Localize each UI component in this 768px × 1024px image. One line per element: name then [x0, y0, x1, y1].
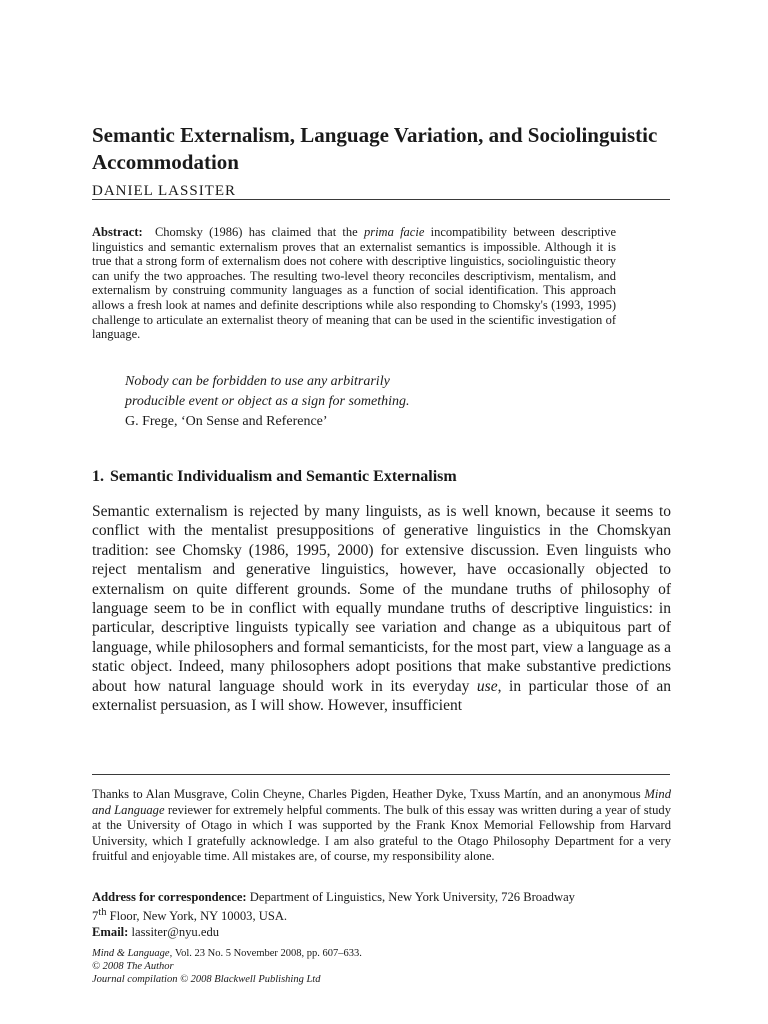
correspondence-block: [92, 889, 682, 940]
email-label: Email:: [92, 925, 129, 940]
abstract-text-2: incompatibility between descriptive linguistics and semantic externalism proves that an externalist semantics is impossible. Although it is true that a strong form of externalism does not cohere with descriptive linguistics, sociolinguistic theory can unify the two approaches. The resulting two-level theory reconciles descriptivism, mentalism, and externalism by construing community languages as a function of social identification. This approach allows a fresh look at names and definite descriptions while also responding to Chomsky's (1993, 1995) challenge to articulate an externalist theory of meaning that can be used in the scientific investigation of language.: [92, 225, 617, 342]
floor-number: 7: [92, 909, 99, 924]
footnote-emphasis: Mind and Language: [92, 787, 671, 817]
footnote-text-2: reviewer for extremely helpful comments. The bulk of this essay was written during a year of study at the University of Otago in which I was supported by the Frank Knox Memorial Fellowship from Harvard University, which I gratefully acknowledge. I am also grateful to the Otago Philosophy Department for a very fruitful and enjoyable time. All mistakes are, of course, my responsibility alone.: [92, 802, 671, 864]
correspondence-line-3: [92, 924, 682, 940]
body-text-2: , in particular those of an externalist persuasion, as I will show. However, insufficient: [92, 677, 672, 715]
correspondence-line-2: [92, 905, 682, 924]
section-heading: [92, 466, 457, 488]
correspondence-address-1: Department of Linguistics, New York University, 726 Broadway: [249, 890, 575, 904]
correspondence-label: Address for correspondence:: [92, 890, 247, 904]
abstract: [92, 225, 616, 342]
section-number: 1.: [92, 468, 104, 485]
correspondence-line-1: [92, 889, 682, 905]
journal-compilation: Journal compilation © 2008 Blackwell Publishing Ltd: [92, 974, 321, 985]
section-title: Semantic Individualism and Semantic Externalism: [110, 468, 457, 485]
abstract-emphasis: prima facie: [363, 225, 425, 239]
abstract-text-1: Chomsky (1986) has claimed that the: [154, 225, 358, 239]
article-title: Semantic Externalism, Language Variation, and Sociolinguistic Accommodation: [92, 123, 658, 174]
acknowledgement-footnote: [92, 787, 671, 865]
email-address[interactable]: lassiter@nyu.edu: [131, 925, 220, 940]
epigraph-line-1: Nobody can be forbidden to use any arbitrarily: [125, 374, 390, 389]
body-text-1: Semantic externalism is rejected by many linguists, as is well known, because it seems to conflict with the mentalist presuppositions of generative linguistics in the Chomskyan tradition: see Chomsky (1986, 1995, 2000) for extensive discussion. Even linguists who reject mentalism and generative linguistics, however, have occasionally objected to externalism on quite different grounds. Some of the mundane truths of philosophy of language seem to be in conflict with equally mundane truths of descriptive linguistics: in particular, descriptive linguists typically see variation and change as a ubiquitous part of language, while philosophers and formal semanticists, for the most part, view a language as a static object. Indeed, many philosophers adopt positions that make substantive predictions about how natural language should work in its everyday: [92, 503, 671, 695]
abstract-label: Abstract:: [92, 225, 143, 239]
author-name: DANIEL LASSITER: [92, 183, 237, 199]
journal-name: Mind & Language,: [92, 948, 173, 959]
journal-citation-line: [92, 947, 492, 960]
epigraph: [125, 372, 645, 432]
title-divider: [92, 199, 670, 200]
epigraph-line-2: producible event or object as a sign for something.: [125, 394, 410, 409]
epigraph-attribution: G. Frege, ‘On Sense and Reference’: [125, 414, 328, 429]
journal-citation: Vol. 23 No. 5 November 2008, pp. 607–633.: [174, 948, 362, 959]
journal-info: [92, 947, 492, 986]
floor-suffix: th: [98, 907, 107, 918]
body-paragraph: [92, 502, 671, 715]
correspondence-address-2: Floor, New York, NY 10003, USA.: [109, 909, 288, 924]
body-emphasis: use: [476, 677, 498, 695]
footnote-divider: [92, 774, 670, 775]
footnote-text-1: Thanks to Alan Musgrave, Colin Cheyne, Charles Pigden, Heather Dyke, Txuss Martín, and an anonymous: [92, 787, 641, 801]
copyright-author: © 2008 The Author: [92, 961, 174, 972]
